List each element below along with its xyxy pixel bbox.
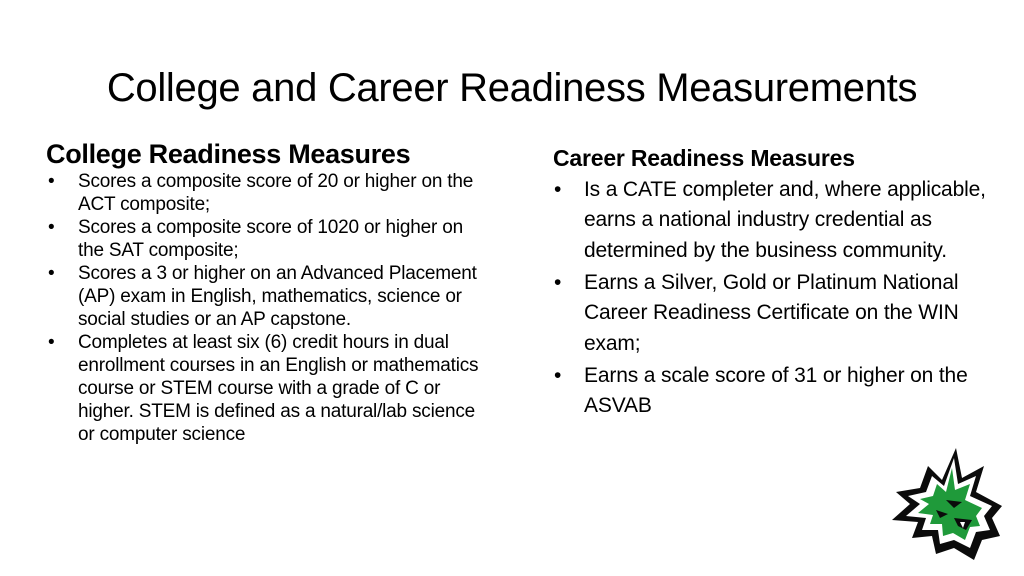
list-item <box>553 268 993 360</box>
list-item-text: Earns a Silver, Gold or Platinum National Career Readiness Certificate on the WIN exam; <box>584 270 959 355</box>
list-item <box>46 331 486 446</box>
bullet-icon: • <box>554 270 562 294</box>
bullet-icon: • <box>48 171 55 192</box>
wildcat-mascot-icon <box>888 444 1006 562</box>
list-item <box>46 262 486 331</box>
list-item <box>46 170 486 216</box>
list-item <box>553 361 993 422</box>
list-item-text: Is a CATE completer and, where applicable, earns a national industry credential as determined by the business community. <box>584 177 986 262</box>
bullet-icon: • <box>48 217 55 238</box>
bullet-icon: • <box>554 363 562 387</box>
college-readiness-heading: College Readiness Measures <box>46 139 411 169</box>
list-item-text: Scores a composite score of 20 or higher on the ACT composite; <box>78 171 474 215</box>
bullet-icon: • <box>554 177 562 201</box>
college-readiness-list <box>46 170 486 446</box>
career-readiness-column <box>553 143 993 422</box>
slide-title: College and Career Readiness Measurements <box>106 66 918 110</box>
list-item-text: Completes at least six (6) credit hours in dual enrollment courses in an English or mathematics course or STEM course with a grade of C or higher. STEM is defined as a natural/lab science or computer science <box>78 332 479 445</box>
bullet-icon: • <box>48 332 55 353</box>
list-item-text: Scores a 3 or higher on an Advanced Placement (AP) exam in English, mathematics, science or social studies or an AP capstone. <box>78 263 477 330</box>
career-readiness-heading: Career Readiness Measures <box>553 145 855 171</box>
bullet-icon: • <box>48 263 55 284</box>
career-readiness-list <box>553 175 993 422</box>
college-readiness-column <box>46 138 486 446</box>
list-item <box>553 175 993 267</box>
list-item-text: Scores a composite score of 1020 or higher on the SAT composite; <box>78 217 463 261</box>
list-item <box>46 216 486 262</box>
list-item-text: Earns a scale score of 31 or higher on the ASVAB <box>584 363 968 417</box>
